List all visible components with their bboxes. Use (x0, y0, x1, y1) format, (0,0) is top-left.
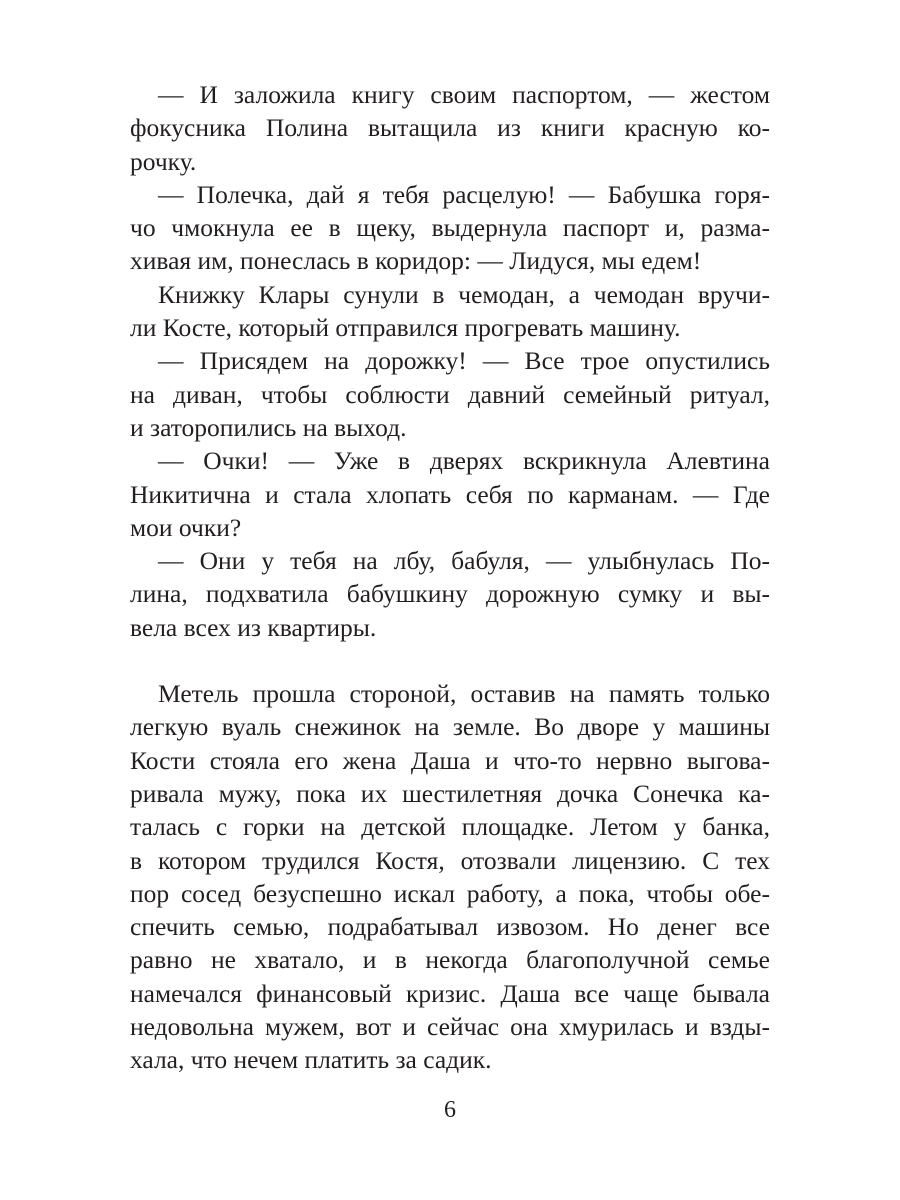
text-line: талась с горки на детской площадке. Летом у банка, (130, 812, 770, 842)
text-line: мои очки? (130, 512, 242, 542)
text-line: вела всех из квартиры. (130, 612, 377, 642)
text-line: ли Косте, который отправился прогревать машину. (130, 313, 681, 343)
text-line: хала, что нечем платить за садик. (130, 1045, 492, 1075)
text-line: — Присядем на дорожку! — Все трое опустились (158, 346, 770, 376)
paragraph-7 (130, 677, 770, 1077)
text-line: Книжку Клары сунули в чемодан, а чемодан вручи- (158, 279, 770, 309)
text-line: хивая им, понеслась в коридор: — Лидуся, мы едем! (130, 246, 702, 276)
text-line: — Полечка, дай я тебя расцелую! — Бабушка горя- (158, 179, 770, 209)
text-line: спечить семью, подрабатывал извозом. Но денег все (130, 912, 770, 942)
text-line: на диван, чтобы соблюсти давний семейный ритуал, (130, 379, 770, 409)
text-line: Метель прошла стороной, оставив на память только (158, 679, 770, 709)
text-line: легкую вуаль снежинок на земле. Во дворе у машины (130, 712, 770, 742)
text-line: чо чмокнула ее в щеку, выдернула паспорт и, разма- (130, 213, 770, 243)
paragraph-6 (130, 544, 770, 644)
text-line: Кости стояла его жена Даша и что-то нервно выгова- (130, 745, 770, 775)
text-line: недовольна мужем, вот и сейчас она хмурилась и взды- (130, 1012, 770, 1042)
text-line: намечался финансовый кризис. Даша все чаще бывала (130, 978, 770, 1008)
text-line: Никитична и стала хлопать себя по карманам. — Где (130, 479, 770, 509)
text-line: лина, подхватила бабушкину дорожную сумку и вы- (130, 579, 770, 609)
text-line: — И заложила книгу своим паспортом, — жестом (158, 80, 770, 109)
text-line: пор сосед безуспешно искал работу, а пока, чтобы обе- (130, 878, 770, 908)
text-line: ривала мужу, пока их шестилетняя дочка Сонечка ка- (130, 778, 770, 808)
paragraph-5 (130, 444, 770, 544)
text-line: — Они у тебя на лбу, бабуля, — улыбнулась По- (158, 546, 770, 576)
text-line: равно не хватало, и в некогда благополучной семье (130, 945, 770, 975)
text-line: фокусника Полина вытащила из книги красную ко- (130, 113, 770, 143)
section-break (130, 644, 770, 677)
text-line: и заторопились на выход. (130, 412, 407, 442)
page-number: 6 (444, 1097, 456, 1123)
paragraph-1 (130, 78, 770, 178)
book-page-text (130, 78, 770, 1077)
text-line: в котором трудился Костя, отозвали лицензию. С тех (130, 845, 770, 875)
paragraph-4 (130, 344, 770, 444)
text-line: рочку. (130, 146, 197, 176)
paragraph-3 (130, 278, 770, 345)
paragraph-2 (130, 178, 770, 278)
text-line: — Очки! — Уже в дверях вскрикнула Алевтина (158, 446, 770, 476)
